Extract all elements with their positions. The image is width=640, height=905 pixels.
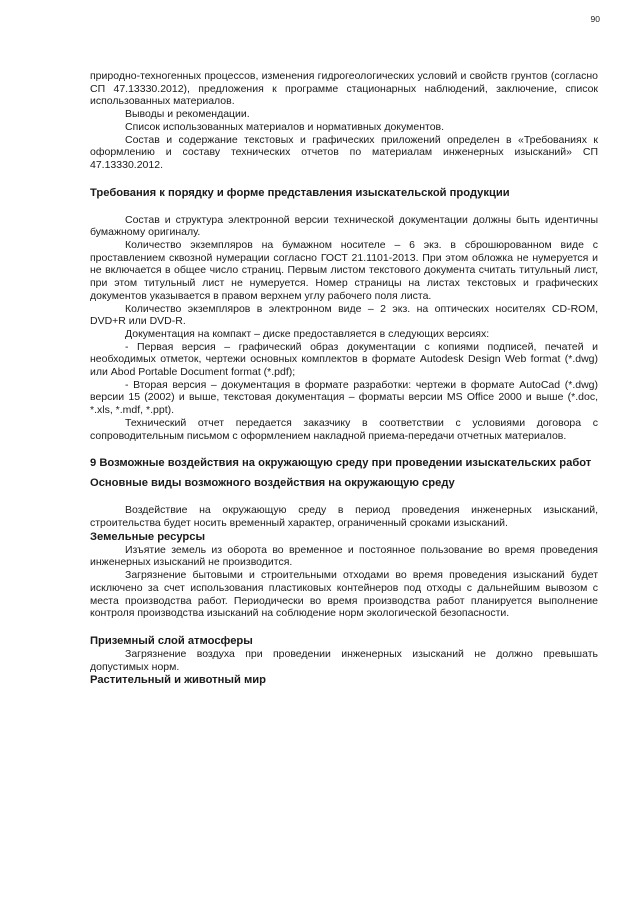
paragraph: Загрязнение бытовыми и строительными отходами во время проведения изысканий будет исключено за счет использования пластиковых контейнеров под отходы с дальнейшим вывозом с места производства работ. Периодически во время производства работ планируется выполнение контроля производства изысканий на соблюдение норм экологической безопасности. (90, 569, 598, 620)
paragraph: Количество экземпляров в электронном виде – 2 экз. на оптических носителях CD-ROM, DVD+R или DVD-R. (90, 302, 598, 328)
list-item: - Первая версия – графический образ документации с копиями подписей, печатей и необходимых отметок, чертежи основных комплектов в формате Autodesk Design Web format (*.dwg) или Abod Portable Document format (*.pdf); (90, 340, 598, 379)
paragraph: природно-техногенных процессов, изменения гидрогеологических условий и свойств грунтов (согласно СП 47.13330.2012), предложения к программе стационарных наблюдений, заключение, список использованных материалов. (90, 70, 598, 108)
chapter-heading: 9 Возможные воздействия на окружающую среду при проведении изыскательских работ (90, 457, 592, 470)
section-heading: Основные виды возможного воздействия на окружающую среду (90, 477, 455, 490)
paragraph: Список использованных материалов и нормативных документов. (125, 120, 445, 133)
paragraph: Загрязнение воздуха при проведении инженерных изысканий не должно превышать допустимых норм. (90, 647, 598, 673)
paragraph: Состав и структура электронной версии технической документации должны быть идентичны бумажному оригиналу. (90, 213, 598, 239)
subsection-heading: Растительный и животный мир (90, 674, 266, 687)
paragraph: Выводы и рекомендации. (125, 108, 250, 121)
list-item: - Вторая версия – документация в формате разработки: чертежи в формате AutoCad (*.dwg) версии 15 (2002) и выше, текстовая документация – форматы версии MS Office 2000 и выше (*.doc, *.xls, *.mdf, *.ppt). (90, 378, 598, 417)
paragraph: Технический отчет передается заказчику в соответствии с условиями договора с сопроводительным письмом с оформлением накладной приема-передачи отчетных материалов. (90, 416, 598, 442)
paragraph: Состав и содержание текстовых и графических приложений определен в «Требованиях к оформлению и составу технических отчетов по материалам инженерных изысканий» СП 47.13330.2012. (90, 133, 598, 171)
section-heading: Требования к порядку и форме представления изыскательской продукции (90, 186, 510, 199)
page-number: 90 (590, 14, 600, 24)
paragraph: Изъятие земель из оборота во временное и постоянное пользование во время проведения инженерных изысканий не производится. (90, 543, 598, 569)
paragraph: Количество экземпляров на бумажном носителе – 6 экз. в сброшюрованном виде с проставлением сквозной нумерации согласно ГОСТ 21.1101-2013. При этом обложка не нумеруется и не включается в общее число страниц. Первым листом текстового документа считать титульный лист, при этом титульный лист не нумеруется. Номер страницы на листах текстовых и графических документов указывается в правом верхнем углу рабочего поля листа. (90, 239, 598, 302)
paragraph: Документация на компакт – диске предоставляется в следующих версиях: (125, 327, 490, 340)
subsection-heading: Земельные ресурсы (90, 530, 206, 543)
paragraph: Воздействие на окружающую среду в период проведения инженерных изысканий, строительства будет носить временный характер, ограниченный сроками изысканий. (90, 504, 598, 529)
subsection-heading: Приземный слой атмосферы (90, 634, 253, 647)
page-body (90, 70, 598, 687)
